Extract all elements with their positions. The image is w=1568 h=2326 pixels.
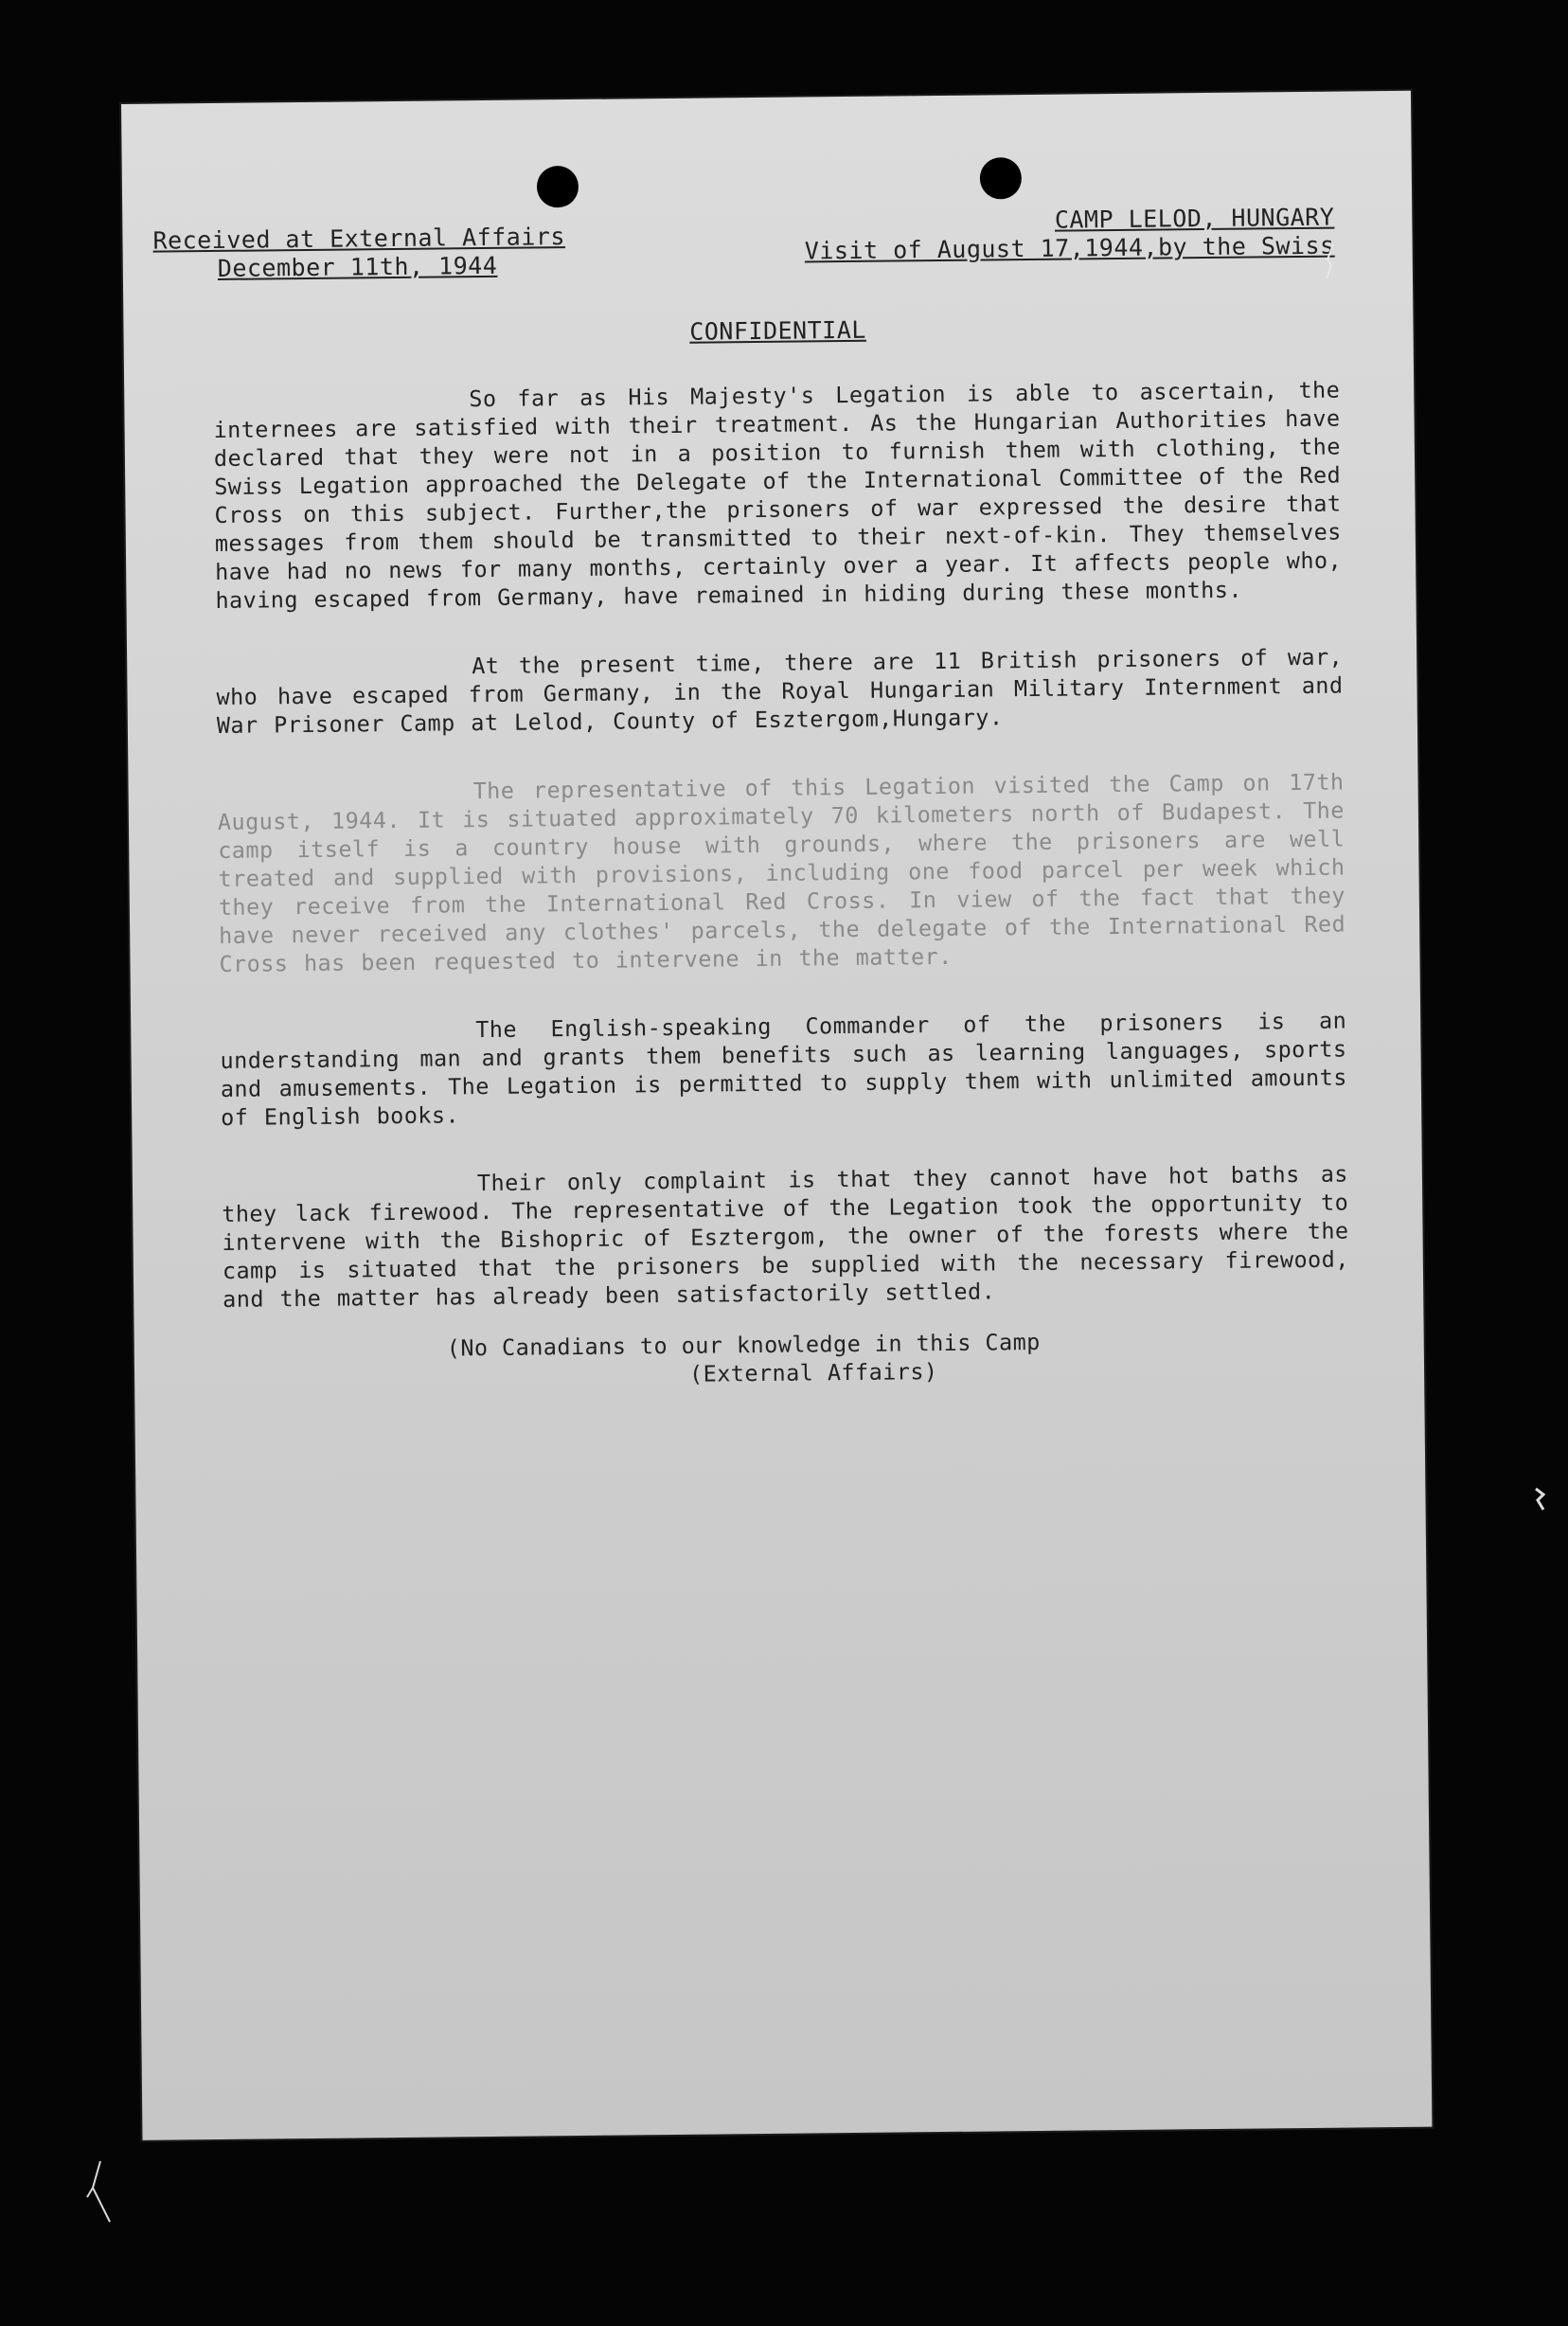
punch-hole-left xyxy=(537,166,579,207)
report-body xyxy=(213,376,1350,1353)
film-scratch-mark xyxy=(1324,242,1337,280)
camp-heading xyxy=(709,204,1335,267)
punch-hole-right xyxy=(980,157,1022,199)
canadians-note xyxy=(446,1328,1041,1390)
paragraph-complaint: Their only complaint is that they cannot have hot baths as they lack firewood. The representative of the Legation took the opportunity to intervene with the Bishopric of Esztergom, the owner of the forests where the camp is situated that the prisoners be supplied with the necessary firewood, and the matter has already been satisfactorily settled. xyxy=(222,1160,1349,1313)
camp-title: CAMP LELOD, HUNGARY xyxy=(1054,203,1335,234)
received-stamp xyxy=(152,222,627,283)
note-source: (External Affairs) xyxy=(688,1358,938,1387)
paragraph-camp-visit: The representative of this Legation visited the Camp on 17th August, 1944. It is situated approximately 70 kilometers north of Budapest. The camp itself is a country house with grounds, where the prisoners are well treated and supplied with provisions, including one food parcel per week which they receive from the International Red Cross. In view of the fact that they have never received any clothes' parcels, the delegate of the International Red Cross has been requested to intervene in the matter. xyxy=(217,768,1346,977)
paragraph-commander: The English-speaking Commander of the prisoners is an understanding man and grants them benefits such as learning languages, sports and amusements. The Legation is permitted to supply them with unlimited amounts of English books. xyxy=(220,1007,1347,1131)
film-dust-mark xyxy=(1532,1485,1547,1513)
received-line: Received at External Affairs xyxy=(152,223,566,255)
paragraph-prisoner-count: At the present time, there are 11 British prisoners of war, who have escaped from Germany, in the Royal Hungarian Military Internment and War Prisoner Camp at Lelod, County of Esztergom,Hungary. xyxy=(216,643,1344,739)
film-scratch-mark-bottom xyxy=(85,2159,114,2226)
confidential-heading: CONFIDENTIAL xyxy=(689,315,867,346)
paragraph-treatment: So far as His Majesty's Legation is able to ascertain, the internees are satisfied with their treatment. As the Hungarian Authorities have declared that they were not in a position to furnish them with clothing, the Swiss Legation approached the Delegate of the International Committee of the Red Cross on this subject. Further,the prisoners of war expressed the desire that messages from them should be transmitted to their next-of-kin. They themselves have had no news for many months, certainly over a year. It affects people who, having escaped from Germany, have remained in hiding during these months. xyxy=(213,376,1343,614)
note-line: (No Canadians to our knowledge in this Camp xyxy=(446,1328,1041,1362)
document-page xyxy=(121,91,1432,2140)
visit-line: Visit of August 17,1944,by the Swiss xyxy=(804,231,1335,265)
received-date: December 11th, 1944 xyxy=(217,251,498,282)
